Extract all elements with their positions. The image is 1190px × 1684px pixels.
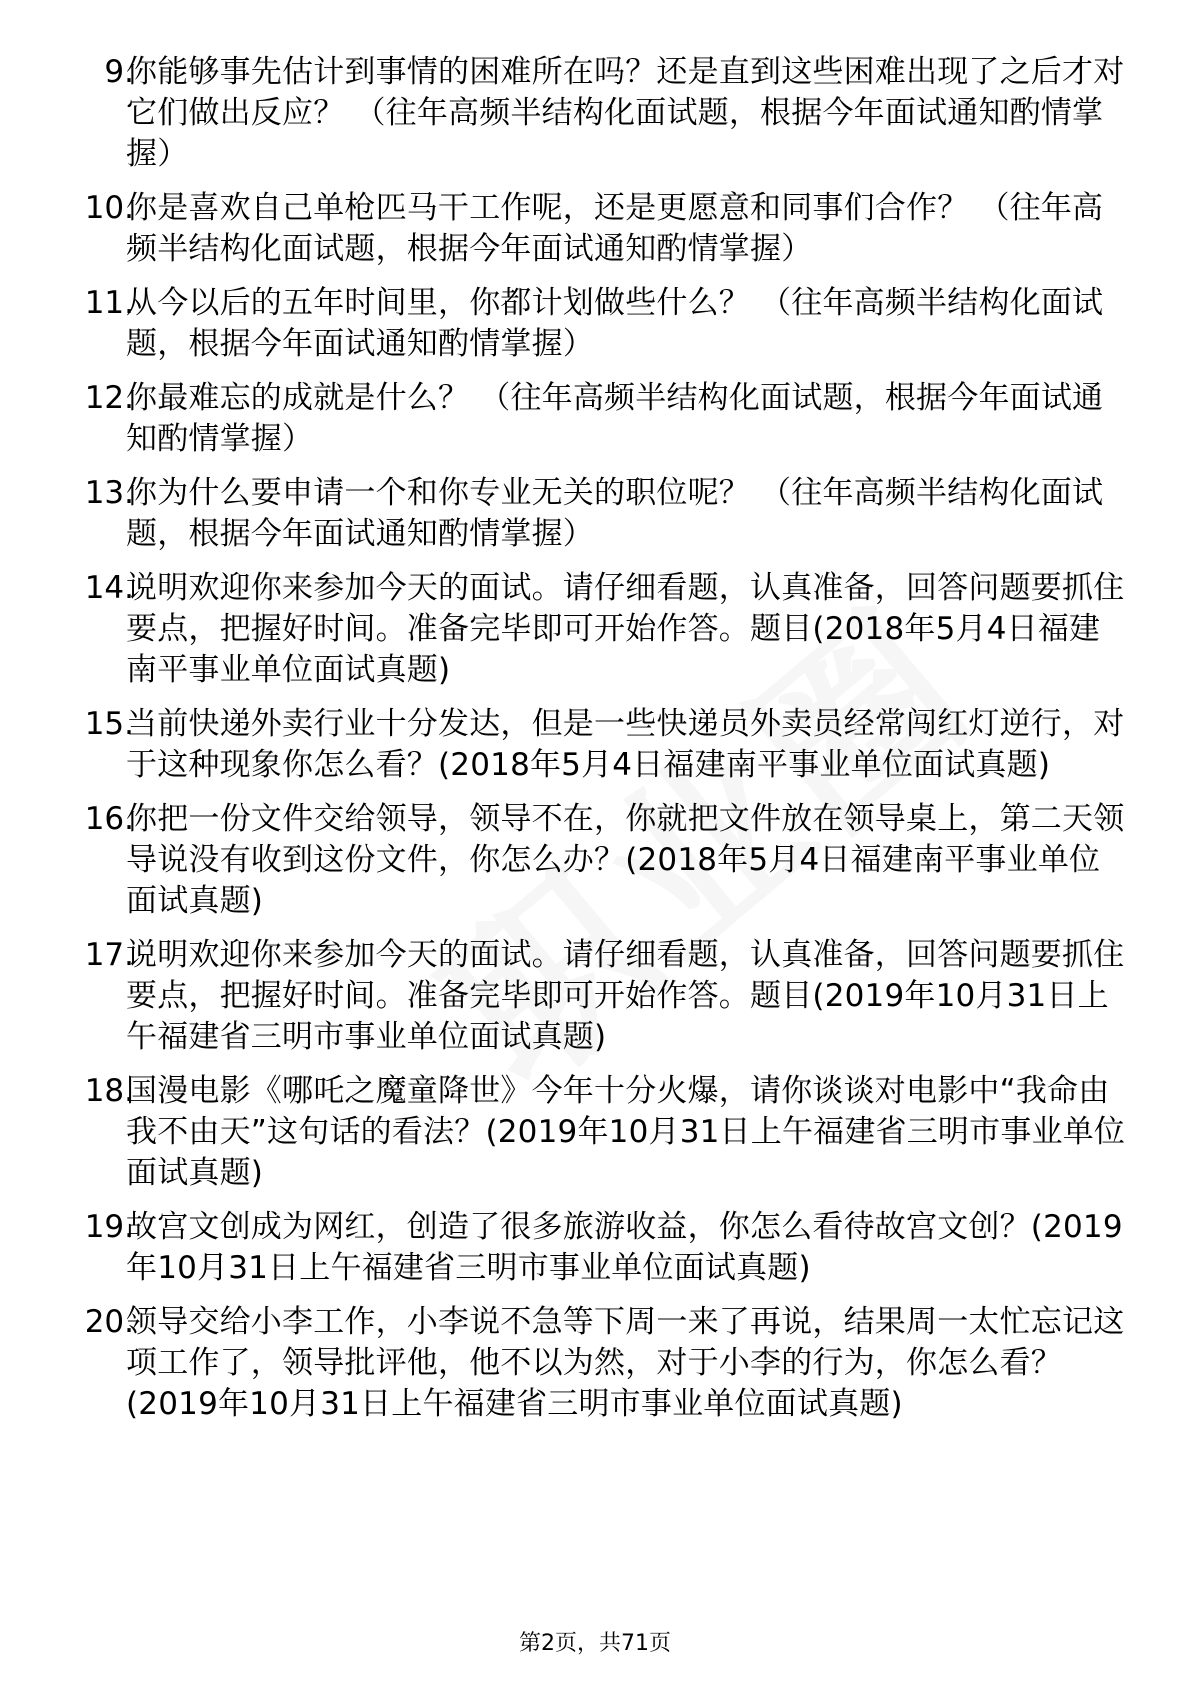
question-text: 你是喜欢自己单枪匹马干工作呢，还是更愿意和同事们合作？ （往年高频半结构化面试题，根据今年面试通知酌情掌握）: [126, 190, 1104, 267]
question-text: 故宫文创成为网红，创造了很多旅游收益，你怎么看待故宫文创？(2019年10月31日上午福建省三明市事业单位面试真题): [126, 1209, 1123, 1286]
question-item-13: [0, 473, 1190, 555]
question-text: 你把一份文件交给领导，领导不在，你就把文件放在领导桌上，第二天领导说没有收到这份文件，你怎么办？(2018年5月4日福建南平事业单位面试真题): [126, 801, 1125, 919]
question-number: 13.: [84, 475, 134, 511]
question-number: 17.: [84, 937, 134, 973]
question-item-10: [0, 188, 1190, 270]
question-number: 19.: [84, 1209, 134, 1245]
question-number: 18.: [84, 1073, 134, 1109]
question-text: 国漫电影《哪吒之魔童降世》今年十分火爆，请你谈谈对电影中“我命由我不由天”这句话的看法？(2019年10月31日上午福建省三明市事业单位面试真题): [126, 1073, 1126, 1191]
question-text: 领导交给小李工作，小李说不急等下周一来了再说，结果周一太忙忘记这项工作了，领导批评他，他不以为然，对于小李的行为，你怎么看？(2019年10月31日上午福建省三明市事业单位面试真题): [126, 1304, 1125, 1422]
question-text: 说明欢迎你来参加今天的面试。请仔细看题，认真准备，回答问题要抓住要点，把握好时间。准备完毕即可开始作答。题目(2018年5月4日福建南平事业单位面试真题): [126, 570, 1125, 688]
question-item-16: [0, 799, 1190, 922]
question-text: 你为什么要申请一个和你专业无关的职位呢？ （往年高频半结构化面试题，根据今年面试通知酌情掌握）: [126, 475, 1104, 552]
question-item-18: [0, 1071, 1190, 1194]
question-item-11: [0, 283, 1190, 365]
question-item-9: [0, 52, 1190, 175]
page-footer: 第2页，共71页: [519, 1631, 671, 1656]
question-number: 11.: [84, 285, 134, 321]
question-item-12: [0, 378, 1190, 460]
question-text: 说明欢迎你来参加今天的面试。请仔细看题，认真准备，回答问题要抓住要点，把握好时间。准备完毕即可开始作答。题目(2019年10月31日上午福建省三明市事业单位面试真题): [126, 937, 1125, 1055]
question-number: 14.: [84, 570, 134, 606]
question-item-17: [0, 935, 1190, 1058]
question-number: 12.: [84, 380, 134, 416]
question-text: 当前快递外卖行业十分发达，但是一些快递员外卖员经常闯红灯逆行，对于这种现象你怎么看？(2018年5月4日福建南平事业单位面试真题): [126, 706, 1125, 783]
question-text: 你能够事先估计到事情的困难所在吗？还是直到这些困难出现了之后才对它们做出反应？ （往年高频半结构化面试题，根据今年面试通知酌情掌握）: [126, 54, 1125, 172]
question-text: 从今以后的五年时间里，你都计划做些什么？ （往年高频半结构化面试题，根据今年面试通知酌情掌握）: [126, 285, 1104, 362]
question-number: 15.: [84, 706, 134, 742]
question-item-19: [0, 1207, 1190, 1289]
question-number: 10.: [84, 190, 134, 226]
question-number: 20.: [84, 1304, 134, 1340]
question-item-15: [0, 704, 1190, 786]
question-list: [0, 52, 1190, 1438]
question-item-20: [0, 1302, 1190, 1425]
question-number: 9.: [104, 54, 134, 90]
question-number: 16.: [84, 801, 134, 837]
question-text: 你最难忘的成就是什么？ （往年高频半结构化面试题，根据今年面试通知酌情掌握）: [126, 380, 1104, 457]
question-item-14: [0, 568, 1190, 691]
